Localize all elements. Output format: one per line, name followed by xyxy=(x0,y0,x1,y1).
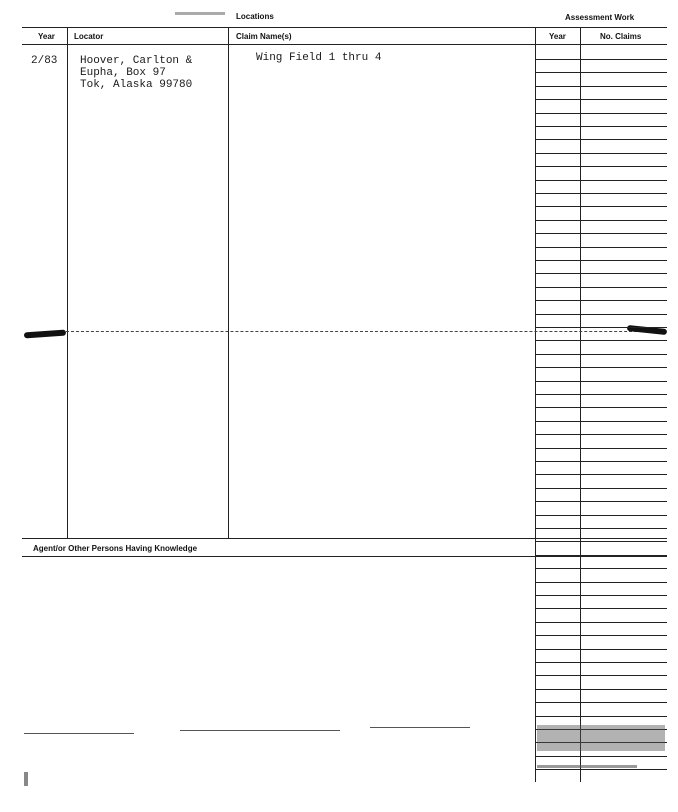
ledger-line xyxy=(535,72,667,73)
ledger-line xyxy=(535,367,667,368)
ledger-line xyxy=(535,287,667,288)
scan-smudge-bottom xyxy=(537,765,637,768)
scan-mark-corner xyxy=(24,772,28,786)
assessment-work-title: Assessment Work xyxy=(565,13,635,22)
ledger-line xyxy=(535,756,667,757)
ledger-line xyxy=(535,273,667,274)
entry-year: 2/83 xyxy=(31,55,58,67)
ledger-line xyxy=(535,769,667,770)
ledger-line xyxy=(535,488,667,489)
ledger-line xyxy=(535,595,667,596)
ledger-line xyxy=(535,113,667,114)
ledger-line xyxy=(535,59,667,60)
entry-claim-name: Wing Field 1 thru 4 xyxy=(256,52,382,64)
ledger-line xyxy=(535,649,667,650)
ledger-line xyxy=(535,541,667,542)
ledger-line xyxy=(535,300,667,301)
top-rule xyxy=(22,27,667,28)
ledger-line xyxy=(535,180,667,181)
ledger-line xyxy=(535,528,667,529)
agent-label: Agent/or Other Persons Having Knowledge xyxy=(33,544,198,553)
ledger-line xyxy=(535,126,667,127)
divider-year-locator xyxy=(67,27,68,538)
ledger-line xyxy=(535,193,667,194)
scan-smudge xyxy=(537,725,665,751)
bottom-rule-right xyxy=(370,727,470,728)
ledger-line xyxy=(535,340,667,341)
left-marker-stroke xyxy=(24,330,66,339)
ledger-line xyxy=(535,716,667,717)
ledger-line xyxy=(535,354,667,355)
header-rule xyxy=(22,44,667,45)
header-year: Year xyxy=(38,32,55,41)
ledger-line xyxy=(535,381,667,382)
bottom-rule-left xyxy=(24,733,134,734)
ledger-line xyxy=(535,622,667,623)
header-assessment-year: Year xyxy=(549,32,566,41)
ledger-line xyxy=(535,501,667,502)
section-title: Locations xyxy=(236,12,274,21)
ledger-line xyxy=(535,662,667,663)
ledger-line xyxy=(535,702,667,703)
fold-dashed-line xyxy=(66,331,662,332)
entry-locator-line1: Hoover, Carlton & xyxy=(80,55,193,67)
ledger-line xyxy=(535,314,667,315)
ledger-line xyxy=(535,461,667,462)
header-no-claims: No. Claims xyxy=(600,32,642,41)
ledger-line xyxy=(535,474,667,475)
entry-locator-line2: Eupha, Box 97 xyxy=(80,67,166,79)
ledger-line xyxy=(535,86,667,87)
ledger-line xyxy=(535,233,667,234)
bottom-rule-mid xyxy=(180,730,340,731)
ledger-line xyxy=(535,99,667,100)
ledger-line xyxy=(535,568,667,569)
ledger-line xyxy=(535,394,667,395)
ledger-line xyxy=(535,448,667,449)
ledger-line xyxy=(535,515,667,516)
ledger-line xyxy=(535,166,667,167)
ledger-line xyxy=(535,421,667,422)
ledger-line xyxy=(535,327,667,328)
ledger-line xyxy=(535,139,667,140)
ledger-line xyxy=(535,635,667,636)
table-bottom-rule xyxy=(22,538,667,539)
ledger-line xyxy=(535,407,667,408)
ledger-line xyxy=(535,689,667,690)
ledger-line xyxy=(535,434,667,435)
ledger-line xyxy=(535,220,667,221)
ledger-line xyxy=(535,206,667,207)
scan-mark-top xyxy=(175,12,225,15)
ledger-line xyxy=(535,582,667,583)
header-locator: Locator xyxy=(74,32,104,41)
ledger-line xyxy=(535,247,667,248)
agent-rule xyxy=(22,556,667,557)
ledger-line xyxy=(535,555,667,556)
ledger-line xyxy=(535,608,667,609)
entry-locator-line3: Tok, Alaska 99780 xyxy=(80,79,193,91)
ledger-line xyxy=(535,675,667,676)
header-claim-names: Claim Name(s) xyxy=(236,32,292,41)
divider-locator-claims xyxy=(228,27,229,538)
ledger-line xyxy=(535,153,667,154)
ledger-line xyxy=(535,260,667,261)
